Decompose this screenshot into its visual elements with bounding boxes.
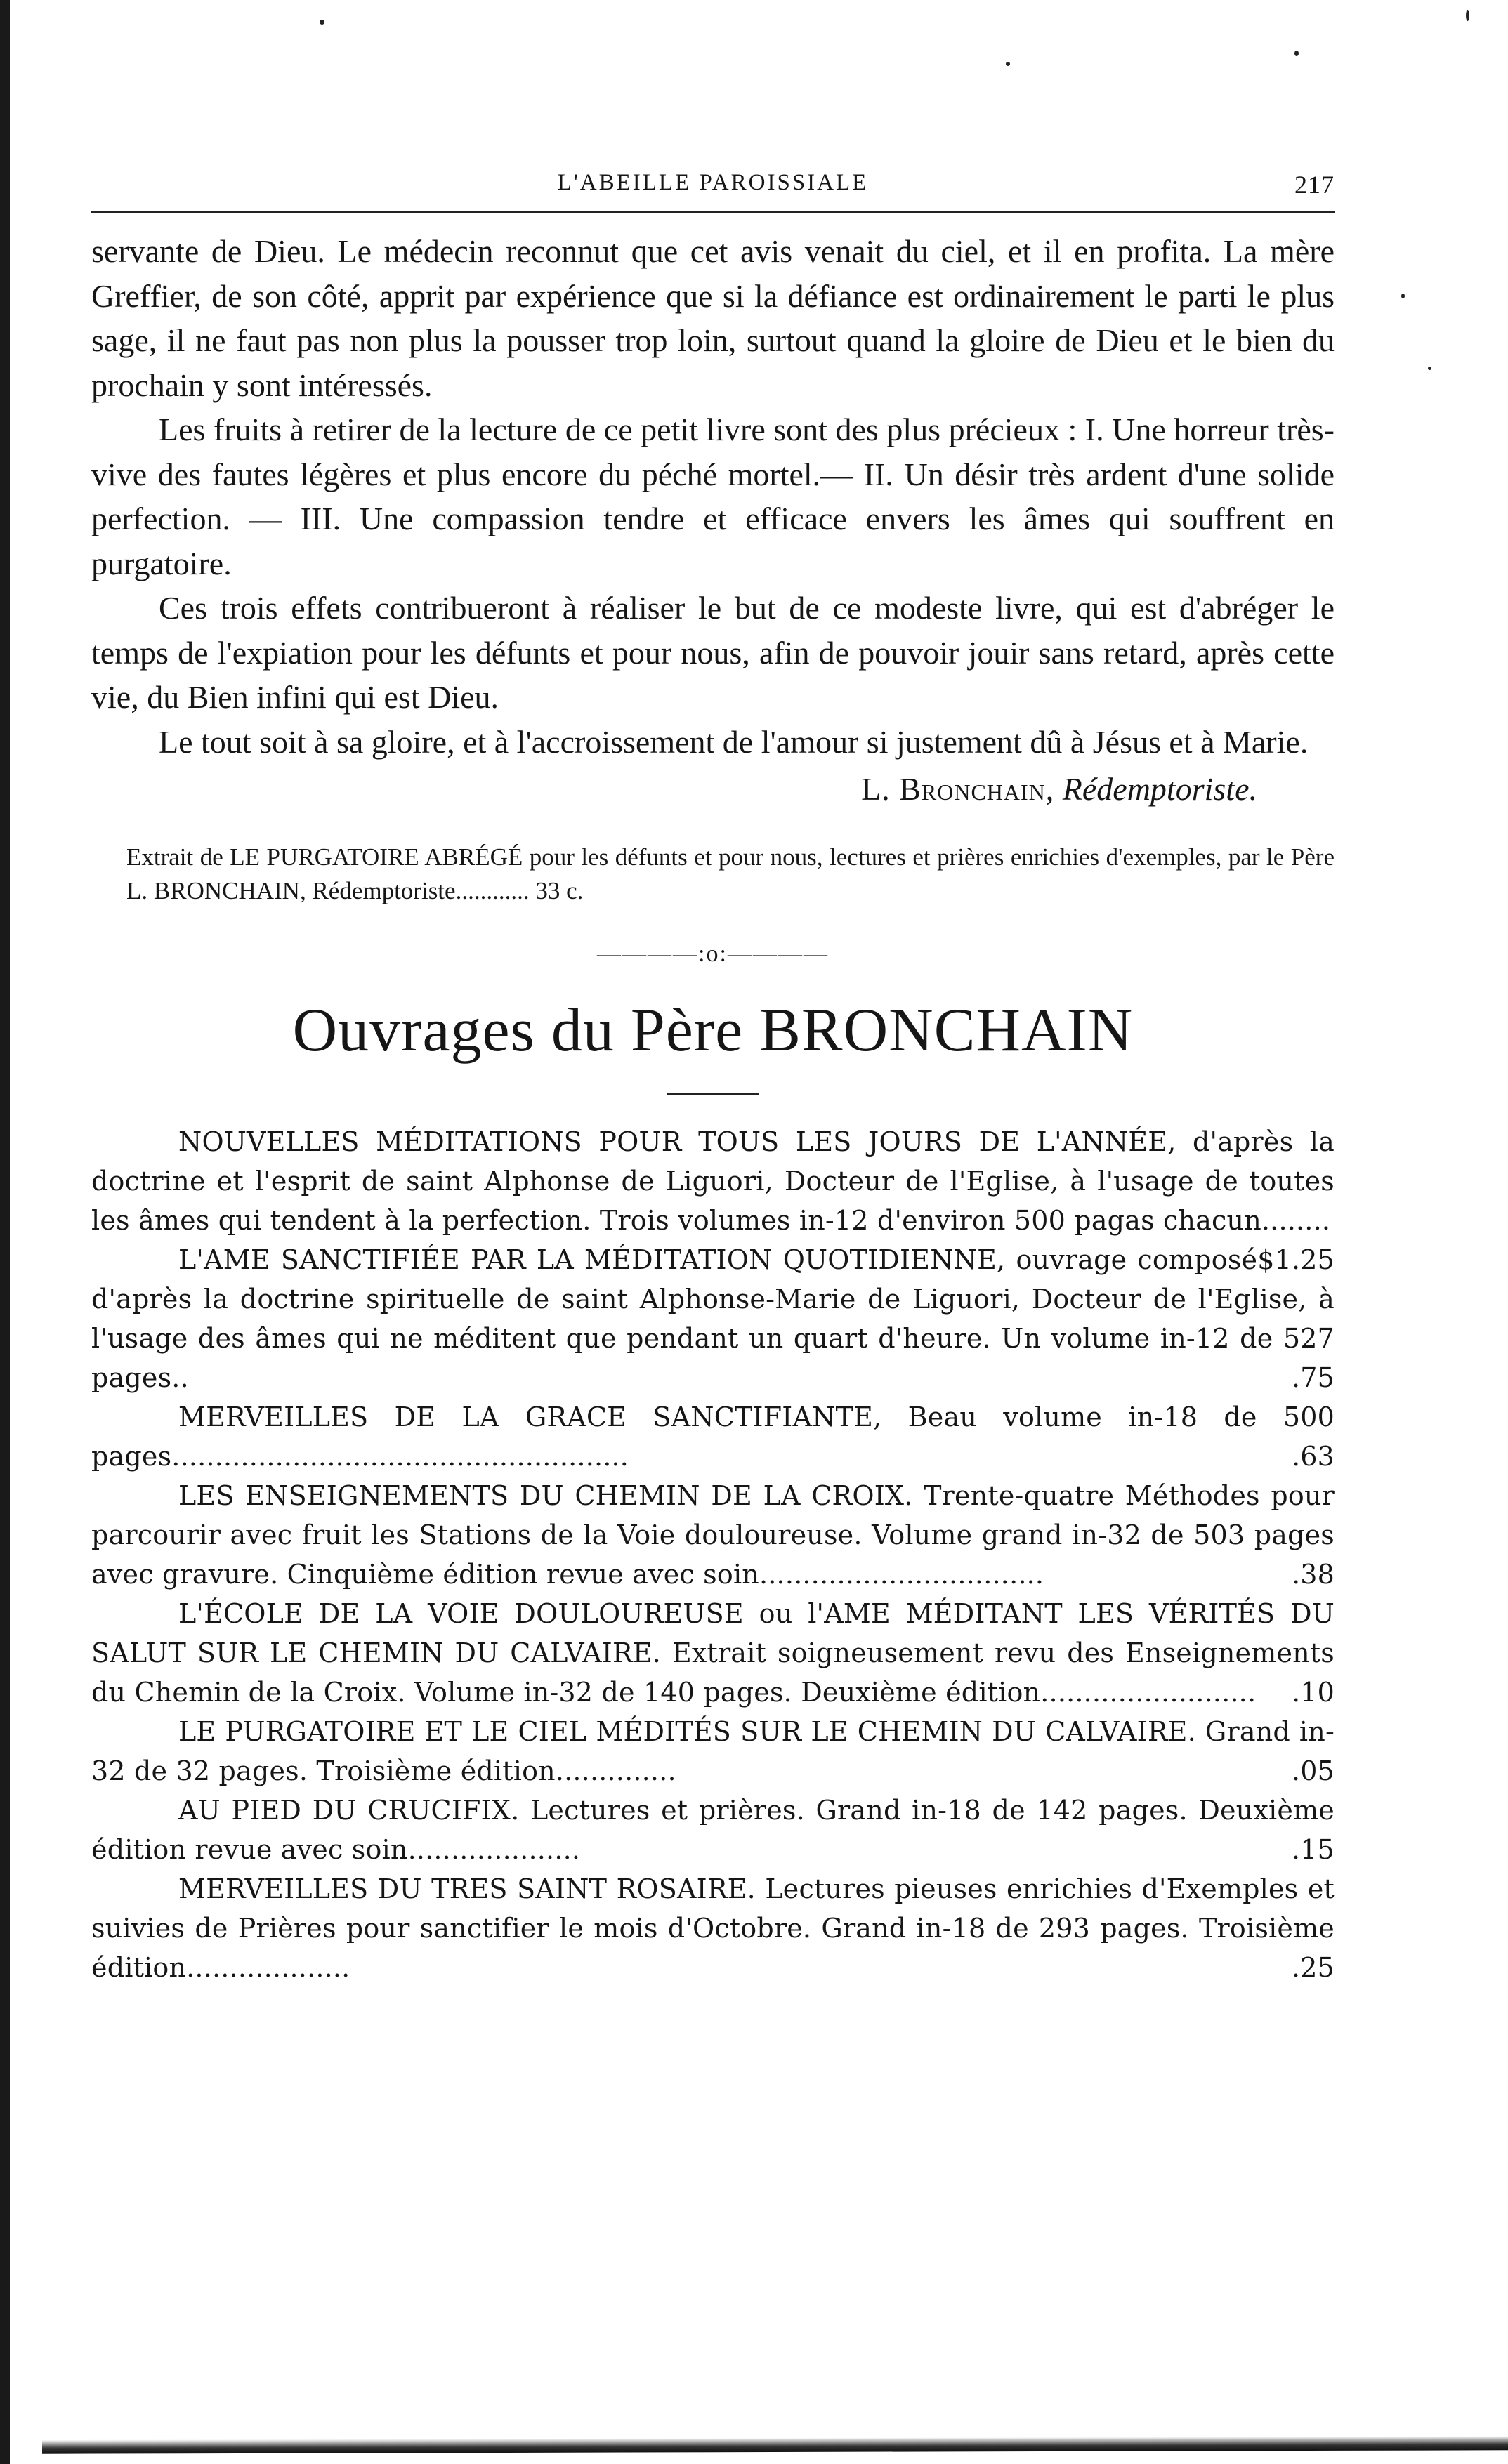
paragraph: Ces trois effets contribueront à réaliser le but de ce modeste livre, qui est d'abréger le temps de l'expiation pour les défunts et pour nous, afin de pouvoir jouir sans retard, après cette vie, du Bien infini qui est Dieu. <box>91 590 1335 715</box>
work-title: MERVEILLES DU TRES SAINT ROSAIRE. <box>178 1873 756 1904</box>
extrait-note <box>91 841 1335 908</box>
scan-speck <box>1294 51 1299 56</box>
work-description: d'après la doctrine et l'esprit de saint Alphonse de Liguori, Docteur de l'Eglise, à l'usage de toutes les âmes qui tendent à la perfection. Trois volumes in-12 d'environ 500 pagas chacun <box>91 1126 1335 1236</box>
work-title: AU PIED DU CRUCIFIX. <box>178 1795 520 1826</box>
dot-leader: ........ <box>1261 1205 1331 1236</box>
work-price: $1.25 <box>1257 1244 1335 1275</box>
dot-leader: ......................... <box>1040 1677 1257 1708</box>
dot-leader: .............. <box>555 1755 676 1786</box>
work-price: .10 <box>1291 1677 1335 1708</box>
book-page <box>91 162 1335 1987</box>
extrait-text: Extrait de LE PURGATOIRE ABRÉGÉ pour les défunts et pour nous, lectures et prières enrichies d'exemples, par le Père L. BRONCHAIN, Rédemptoriste <box>126 843 1335 904</box>
work-title: NOUVELLES MÉDITATIONS POUR TOUS LES JOURS DE L'ANNÉE, <box>178 1126 1176 1157</box>
work-price: .25 <box>1291 1952 1335 1983</box>
work-price: .75 <box>1291 1362 1335 1393</box>
scan-speck <box>1401 294 1405 298</box>
prose-block <box>91 229 1335 764</box>
work-title: LES ENSEIGNEMENTS DU CHEMIN DE LA CROIX. <box>178 1480 913 1511</box>
page-number: 217 <box>1294 171 1335 199</box>
work-price: .63 <box>1291 1441 1335 1472</box>
paragraph: servante de Dieu. Le médecin reconnut que cet avis venait du ciel, et il en profita. La mère Greffier, de son côté, apprit par expérience que si la défiance est ordinairement le parti le plus sage, il ne faut pas non plus la pousser trop loin, surtout quand la gloire de Dieu et le bien du prochain y sont intéressés. <box>91 233 1335 403</box>
dot-leader: ................... <box>186 1952 350 1983</box>
work-entry <box>91 1869 1335 1987</box>
work-price: .15 <box>1291 1834 1335 1865</box>
work-entry <box>91 1476 1335 1594</box>
work-title: L'ÉCOLE DE LA VOIE DOULOUREUSE ou l'AME MÉDITANT LES VÉRITÉS DU SALUT SUR LE CHEMIN DU CALVAIRE. <box>91 1598 1335 1668</box>
work-price: .05 <box>1291 1755 1335 1786</box>
book-spine-shadow <box>0 0 10 2464</box>
section-title: Ouvrages du Père BRONCHAIN <box>292 996 1134 1065</box>
scan-speck <box>1466 10 1469 21</box>
works-list <box>91 1122 1335 1987</box>
scan-speck <box>1428 367 1431 370</box>
scan-speck <box>1006 62 1010 66</box>
scan-speck <box>320 20 324 25</box>
signature-title: Rédemptoriste. <box>1062 771 1257 807</box>
work-description: Beau volume in-18 de 500 pages <box>91 1402 1335 1472</box>
work-description: Grand in-32 de 32 pages. Troisième édition <box>91 1716 1335 1786</box>
work-entry <box>91 1397 1335 1476</box>
work-entry <box>91 1712 1335 1791</box>
work-entry <box>91 1594 1335 1712</box>
work-title: LE PURGATOIRE ET LE CIEL MÉDITÉS SUR LE CHEMIN DU CALVAIRE. <box>178 1716 1196 1747</box>
ornament-divider: ————:o:———— <box>597 941 829 967</box>
work-description: ouvrage composé d'après la doctrine spirituelle de saint Alphonse-Marie de Liguori, Docteur de l'Eglise, à l'usage des âmes qui ne méditent que pendant un quart d'heure. Un volume in-12 de 527 pages.. <box>91 1244 1335 1393</box>
dot-leader: ................................. <box>759 1559 1044 1590</box>
running-head <box>91 162 1335 211</box>
running-title: L'ABEILLE PAROISSIALE <box>557 170 869 195</box>
work-title: L'AME SANCTIFIÉE PAR LA MÉDITATION QUOTIDIENNE, <box>178 1244 1006 1275</box>
title-rule <box>667 1093 759 1095</box>
work-description: Lectures pieuses enrichies d'Exemples et suivies de Prières pour sanctifier le mois d'Octobre. Grand in-18 de 293 pages. Troisième édition <box>91 1873 1335 1983</box>
work-description: Trente-quatre Méthodes pour parcourir avec fruit les Stations de la Voie douloureuse. Volume grand in-32 de 503 pages avec gravure. Cinquième édition revue avec soin <box>91 1480 1335 1590</box>
header-rule <box>91 211 1335 213</box>
paragraph: Le tout soit à sa gloire, et à l'accroissement de l'amour si justement dû à Jésus et à Marie. <box>159 723 1309 760</box>
paragraph: Les fruits à retirer de la lecture de ce petit livre sont des plus précieux : I. Une horreur très-vive des fautes légères et plus encore du péché mortel.— II. Un désir très ardent d'une solide perfection. — III. Une compassion tendre et efficace envers les âmes qui souffrent en purgatoire. <box>91 411 1335 581</box>
work-description: Lectures et prières. Grand in-18 de 142 pages. Deuxième édition revue avec soin <box>91 1795 1335 1865</box>
dot-leader: ..................................................... <box>171 1441 629 1472</box>
work-description: Extrait soigneusement revu des Enseignements du Chemin de la Croix. Volume in-32 de 140 pages. Deuxième édition <box>91 1638 1335 1708</box>
work-price: .38 <box>1291 1559 1335 1590</box>
page-bottom-edge <box>42 2436 1508 2453</box>
work-entry <box>91 1240 1335 1397</box>
work-entry <box>91 1791 1335 1869</box>
signature-name: L. Bronchain, <box>861 771 1055 807</box>
dot-leader: .................... <box>407 1834 581 1865</box>
work-title: MERVEILLES DE LA GRACE SANCTIFIANTE, <box>178 1402 882 1432</box>
signature <box>91 767 1335 811</box>
extrait-leader: ............ <box>455 877 530 904</box>
extrait-price: 33 c. <box>535 877 584 904</box>
